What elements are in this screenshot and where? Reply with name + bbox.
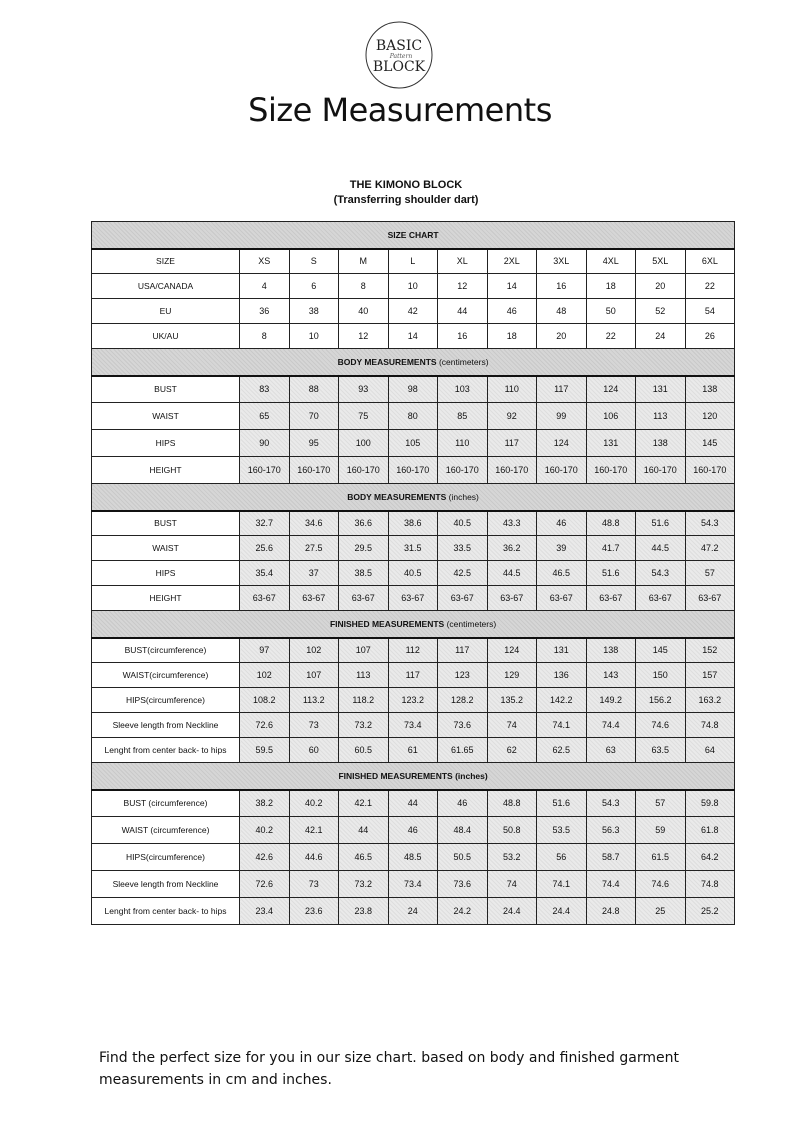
table-cell: 74.8 <box>685 713 735 738</box>
size-chart-table <box>91 221 735 925</box>
row-label: HIPS <box>92 430 240 457</box>
table-cell: 40 <box>339 299 389 324</box>
table-cell: 50 <box>586 299 636 324</box>
table-cell: 40.2 <box>289 790 339 817</box>
table-cell: 46 <box>537 511 587 536</box>
logo-line2: BLOCK <box>372 59 426 75</box>
table-cell: 85 <box>438 403 488 430</box>
table-cell: 160-170 <box>388 457 438 484</box>
size-header-cell: S <box>289 249 339 274</box>
table-cell: 10 <box>388 274 438 299</box>
table-cell: 42.1 <box>339 790 389 817</box>
section-3-title: FINISHED MEASUREMENTS (inches) <box>338 770 488 781</box>
table-cell: 44.6 <box>289 844 339 871</box>
table-cell: 74.4 <box>586 713 636 738</box>
table-cell: 46 <box>388 817 438 844</box>
logo-script: Pattern <box>389 53 413 60</box>
table-cell: 74 <box>487 871 537 898</box>
table-row <box>92 511 735 536</box>
table-cell: 73.2 <box>339 871 389 898</box>
row-label: Sleeve length from Neckline <box>92 713 240 738</box>
table-cell: 131 <box>586 430 636 457</box>
table-cell: 64 <box>685 738 735 763</box>
table-cell: 72.6 <box>240 713 290 738</box>
row-label: HIPS(circumference) <box>92 688 240 713</box>
table-row <box>92 738 735 763</box>
table-cell: 160-170 <box>685 457 735 484</box>
table-cell: 117 <box>537 376 587 403</box>
table-cell: 40.2 <box>240 817 290 844</box>
table-cell: 63-67 <box>586 586 636 611</box>
table-cell: 59.5 <box>240 738 290 763</box>
table-row <box>92 871 735 898</box>
table-row <box>92 403 735 430</box>
table-cell: 75 <box>339 403 389 430</box>
section-1-header-row <box>92 484 735 511</box>
table-cell: 14 <box>388 324 438 349</box>
size-header-cell: XS <box>240 249 290 274</box>
row-label: Sleeve length from Neckline <box>92 871 240 898</box>
table-cell: 25.6 <box>240 536 290 561</box>
section-1-title: BODY MEASUREMENTS <box>347 491 447 502</box>
table-cell: 117 <box>487 430 537 457</box>
table-cell: 27.5 <box>289 536 339 561</box>
chart-subtitle <box>0 178 800 208</box>
table-cell: 61 <box>388 738 438 763</box>
footer-note <box>99 1047 739 1091</box>
table-cell: 16 <box>537 274 587 299</box>
table-cell: 25.2 <box>685 898 735 925</box>
table-cell: 38.6 <box>388 511 438 536</box>
table-cell: 63-67 <box>537 586 587 611</box>
table-cell: 99 <box>537 403 587 430</box>
table-cell: 73 <box>289 871 339 898</box>
row-label: Lenght from center back- to hips <box>92 898 240 925</box>
size-header-cell: 4XL <box>586 249 636 274</box>
table-cell: 24.4 <box>537 898 587 925</box>
table-cell: 160-170 <box>537 457 587 484</box>
table-row <box>92 274 735 299</box>
table-cell: 63-67 <box>240 586 290 611</box>
row-label: WAIST <box>92 403 240 430</box>
table-row <box>92 898 735 925</box>
table-row <box>92 713 735 738</box>
table-cell: 51.6 <box>537 790 587 817</box>
table-cell: 124 <box>487 638 537 663</box>
table-cell: 47.2 <box>685 536 735 561</box>
size-chart-header-row <box>92 222 735 249</box>
table-cell: 33.5 <box>438 536 488 561</box>
table-cell: 44.5 <box>487 561 537 586</box>
table-cell: 20 <box>636 274 686 299</box>
section-2-header <box>92 611 735 638</box>
table-cell: 53.2 <box>487 844 537 871</box>
table-cell: 103 <box>438 376 488 403</box>
table-cell: 40.5 <box>438 511 488 536</box>
table-cell: 105 <box>388 430 438 457</box>
table-cell: 62.5 <box>537 738 587 763</box>
size-chart-header <box>92 222 735 249</box>
table-cell: 123 <box>438 663 488 688</box>
table-cell: 106 <box>586 403 636 430</box>
table-cell: 40.5 <box>388 561 438 586</box>
table-cell: 107 <box>339 638 389 663</box>
table-cell: 112 <box>388 638 438 663</box>
table-cell: 136 <box>537 663 587 688</box>
table-row <box>92 457 735 484</box>
table-cell: 124 <box>586 376 636 403</box>
table-row <box>92 536 735 561</box>
row-label: BUST(circumference) <box>92 638 240 663</box>
row-label: EU <box>92 299 240 324</box>
table-cell: 62 <box>487 738 537 763</box>
section-0-header <box>92 349 735 376</box>
table-cell: 93 <box>339 376 389 403</box>
table-cell: 34.6 <box>289 511 339 536</box>
table-cell: 51.6 <box>586 561 636 586</box>
table-cell: 160-170 <box>339 457 389 484</box>
table-cell: 36.6 <box>339 511 389 536</box>
table-cell: 25 <box>636 898 686 925</box>
section-1-unit: (inches) <box>446 491 479 502</box>
table-row <box>92 638 735 663</box>
table-cell: 160-170 <box>586 457 636 484</box>
table-cell: 24.8 <box>586 898 636 925</box>
table-cell: 88 <box>289 376 339 403</box>
table-cell: 98 <box>388 376 438 403</box>
table-cell: 73.6 <box>438 871 488 898</box>
table-cell: 50.5 <box>438 844 488 871</box>
row-label: BUST <box>92 511 240 536</box>
table-cell: 16 <box>438 324 488 349</box>
table-cell: 110 <box>438 430 488 457</box>
table-row <box>92 376 735 403</box>
row-label: Lenght from center back- to hips <box>92 738 240 763</box>
table-cell: 152 <box>685 638 735 663</box>
table-cell: 38.2 <box>240 790 290 817</box>
table-cell: 39 <box>537 536 587 561</box>
table-cell: 74.8 <box>685 871 735 898</box>
table-row <box>92 790 735 817</box>
table-cell: 48.8 <box>586 511 636 536</box>
table-cell: 80 <box>388 403 438 430</box>
table-cell: 102 <box>289 638 339 663</box>
table-cell: 73 <box>289 713 339 738</box>
table-cell: 8 <box>339 274 389 299</box>
table-cell: 113 <box>339 663 389 688</box>
table-cell: 59 <box>636 817 686 844</box>
table-cell: 160-170 <box>289 457 339 484</box>
table-cell: 18 <box>487 324 537 349</box>
row-label: BUST (circumference) <box>92 790 240 817</box>
row-label: HEIGHT <box>92 586 240 611</box>
table-cell: 24.2 <box>438 898 488 925</box>
table-row <box>92 688 735 713</box>
table-cell: 131 <box>537 638 587 663</box>
table-cell: 4 <box>240 274 290 299</box>
table-cell: 8 <box>240 324 290 349</box>
table-cell: 32.7 <box>240 511 290 536</box>
table-cell: 46 <box>487 299 537 324</box>
table-cell: 63 <box>586 738 636 763</box>
section-3-header-row <box>92 763 735 790</box>
table-cell: 145 <box>685 430 735 457</box>
table-cell: 23.8 <box>339 898 389 925</box>
table-cell: 46 <box>438 790 488 817</box>
table-cell: 160-170 <box>438 457 488 484</box>
table-cell: 145 <box>636 638 686 663</box>
table-cell: 61.5 <box>636 844 686 871</box>
section-2-unit: (centimeters) <box>444 618 497 629</box>
table-cell: 160-170 <box>487 457 537 484</box>
table-row <box>92 586 735 611</box>
table-cell: 24 <box>388 898 438 925</box>
size-header-cell: XL <box>438 249 488 274</box>
table-cell: 12 <box>339 324 389 349</box>
table-cell: 160-170 <box>636 457 686 484</box>
logo-line1: BASIC <box>375 38 423 54</box>
row-label: WAIST(circumference) <box>92 663 240 688</box>
table-cell: 63-67 <box>388 586 438 611</box>
table-cell: 110 <box>487 376 537 403</box>
table-cell: 24.4 <box>487 898 537 925</box>
table-cell: 102 <box>240 663 290 688</box>
table-cell: 31.5 <box>388 536 438 561</box>
table-cell: 74 <box>487 713 537 738</box>
table-cell: 14 <box>487 274 537 299</box>
table-cell: 35.4 <box>240 561 290 586</box>
table-cell: 60.5 <box>339 738 389 763</box>
table-cell: 38 <box>289 299 339 324</box>
table-cell: 22 <box>586 324 636 349</box>
table-cell: 10 <box>289 324 339 349</box>
table-cell: 117 <box>438 638 488 663</box>
table-cell: 108.2 <box>240 688 290 713</box>
table-cell: 90 <box>240 430 290 457</box>
table-cell: 44.5 <box>636 536 686 561</box>
table-cell: 64.2 <box>685 844 735 871</box>
table-cell: 54 <box>685 299 735 324</box>
table-cell: 72.6 <box>240 871 290 898</box>
table-cell: 113.2 <box>289 688 339 713</box>
table-cell: 135.2 <box>487 688 537 713</box>
table-cell: 63-67 <box>339 586 389 611</box>
table-cell: 73.6 <box>438 713 488 738</box>
table-cell: 12 <box>438 274 488 299</box>
table-cell: 107 <box>289 663 339 688</box>
table-cell: 117 <box>388 663 438 688</box>
table-cell: 163.2 <box>685 688 735 713</box>
table-cell: 138 <box>636 430 686 457</box>
size-header-cell: 3XL <box>537 249 587 274</box>
table-cell: 123.2 <box>388 688 438 713</box>
table-cell: 74.6 <box>636 713 686 738</box>
table-cell: 42.5 <box>438 561 488 586</box>
size-chart-title: SIZE CHART <box>387 229 439 240</box>
table-cell: 74.6 <box>636 871 686 898</box>
table-cell: 100 <box>339 430 389 457</box>
table-cell: 53.5 <box>537 817 587 844</box>
size-header-cell: L <box>388 249 438 274</box>
table-cell: 60 <box>289 738 339 763</box>
table-row <box>92 324 735 349</box>
table-cell: 20 <box>537 324 587 349</box>
table-cell: 143 <box>586 663 636 688</box>
table-cell: 52 <box>636 299 686 324</box>
brand-logo-emblem <box>364 20 434 90</box>
size-header-cell: 2XL <box>487 249 537 274</box>
page-title: Size Measurements <box>248 91 552 129</box>
table-cell: 48 <box>537 299 587 324</box>
brand-logo <box>364 20 434 90</box>
table-cell: 26 <box>685 324 735 349</box>
table-cell: 113 <box>636 403 686 430</box>
table-cell: 44 <box>388 790 438 817</box>
table-cell: 63-67 <box>438 586 488 611</box>
section-3-header <box>92 763 735 790</box>
table-cell: 48.4 <box>438 817 488 844</box>
section-0-title: BODY MEASUREMENTS <box>337 356 437 367</box>
row-label: WAIST (circumference) <box>92 817 240 844</box>
table-cell: 58.7 <box>586 844 636 871</box>
table-cell: 61.65 <box>438 738 488 763</box>
table-cell: 149.2 <box>586 688 636 713</box>
section-1-header <box>92 484 735 511</box>
table-row <box>92 299 735 324</box>
block-name: THE KIMONO BLOCK <box>349 179 463 191</box>
table-cell: 70 <box>289 403 339 430</box>
table-cell: 74.4 <box>586 871 636 898</box>
size-header-cell: 5XL <box>636 249 686 274</box>
table-cell: 138 <box>586 638 636 663</box>
table-cell: 73.4 <box>388 871 438 898</box>
sizes-row <box>92 249 735 274</box>
table-cell: 150 <box>636 663 686 688</box>
table-cell: 160-170 <box>240 457 290 484</box>
table-cell: 36.2 <box>487 536 537 561</box>
section-2-header-row <box>92 611 735 638</box>
table-cell: 50.8 <box>487 817 537 844</box>
table-cell: 120 <box>685 403 735 430</box>
table-cell: 74.1 <box>537 713 587 738</box>
table-cell: 51.6 <box>636 511 686 536</box>
row-label: HIPS(circumference) <box>92 844 240 871</box>
table-cell: 44 <box>438 299 488 324</box>
table-cell: 54.3 <box>586 790 636 817</box>
table-cell: 37 <box>289 561 339 586</box>
table-cell: 157 <box>685 663 735 688</box>
block-variant: (Transferring shoulder dart) <box>333 194 479 206</box>
table-cell: 18 <box>586 274 636 299</box>
table-cell: 48.8 <box>487 790 537 817</box>
table-cell: 56 <box>537 844 587 871</box>
section-0-header-row <box>92 349 735 376</box>
table-cell: 83 <box>240 376 290 403</box>
table-cell: 23.6 <box>289 898 339 925</box>
row-label: BUST <box>92 376 240 403</box>
table-cell: 59.8 <box>685 790 735 817</box>
table-cell: 54.3 <box>636 561 686 586</box>
table-cell: 48.5 <box>388 844 438 871</box>
size-header-cell: M <box>339 249 389 274</box>
table-cell: 73.2 <box>339 713 389 738</box>
size-chart-body <box>92 222 735 925</box>
table-cell: 131 <box>636 376 686 403</box>
table-cell: 142.2 <box>537 688 587 713</box>
table-cell: 63-67 <box>685 586 735 611</box>
table-cell: 63.5 <box>636 738 686 763</box>
row-label: HEIGHT <box>92 457 240 484</box>
table-cell: 44 <box>339 817 389 844</box>
table-cell: 56.3 <box>586 817 636 844</box>
table-row <box>92 430 735 457</box>
section-0-unit: (centimeters) <box>436 356 489 367</box>
footer-line-1: Find the perfect size for you in our size chart. based on body and finished garment <box>99 1050 679 1066</box>
table-cell: 42.1 <box>289 817 339 844</box>
table-cell: 74.1 <box>537 871 587 898</box>
footer-line-2: measurements in cm and inches. <box>99 1072 332 1088</box>
table-cell: 61.8 <box>685 817 735 844</box>
table-row <box>92 561 735 586</box>
table-cell: 57 <box>685 561 735 586</box>
table-cell: 54.3 <box>685 511 735 536</box>
table-row <box>92 817 735 844</box>
table-cell: 128.2 <box>438 688 488 713</box>
table-cell: 92 <box>487 403 537 430</box>
table-cell: 95 <box>289 430 339 457</box>
sizes-label: SIZE <box>92 249 240 274</box>
table-cell: 23.4 <box>240 898 290 925</box>
table-cell: 46.5 <box>537 561 587 586</box>
table-cell: 124 <box>537 430 587 457</box>
table-cell: 118.2 <box>339 688 389 713</box>
section-2-title: FINISHED MEASUREMENTS <box>329 618 445 629</box>
row-label: HIPS <box>92 561 240 586</box>
table-cell: 63-67 <box>289 586 339 611</box>
table-cell: 57 <box>636 790 686 817</box>
table-cell: 46.5 <box>339 844 389 871</box>
table-cell: 63-67 <box>487 586 537 611</box>
table-row <box>92 844 735 871</box>
table-cell: 38.5 <box>339 561 389 586</box>
row-label: USA/CANADA <box>92 274 240 299</box>
table-cell: 129 <box>487 663 537 688</box>
row-label: WAIST <box>92 536 240 561</box>
table-cell: 63-67 <box>636 586 686 611</box>
table-cell: 36 <box>240 299 290 324</box>
table-cell: 138 <box>685 376 735 403</box>
table-cell: 156.2 <box>636 688 686 713</box>
table-cell: 65 <box>240 403 290 430</box>
table-cell: 29.5 <box>339 536 389 561</box>
table-row <box>92 663 735 688</box>
table-cell: 41.7 <box>586 536 636 561</box>
size-header-cell: 6XL <box>685 249 735 274</box>
table-cell: 22 <box>685 274 735 299</box>
table-cell: 24 <box>636 324 686 349</box>
table-cell: 42.6 <box>240 844 290 871</box>
table-cell: 73.4 <box>388 713 438 738</box>
table-cell: 97 <box>240 638 290 663</box>
table-cell: 43.3 <box>487 511 537 536</box>
table-cell: 42 <box>388 299 438 324</box>
table-cell: 6 <box>289 274 339 299</box>
row-label: UK/AU <box>92 324 240 349</box>
